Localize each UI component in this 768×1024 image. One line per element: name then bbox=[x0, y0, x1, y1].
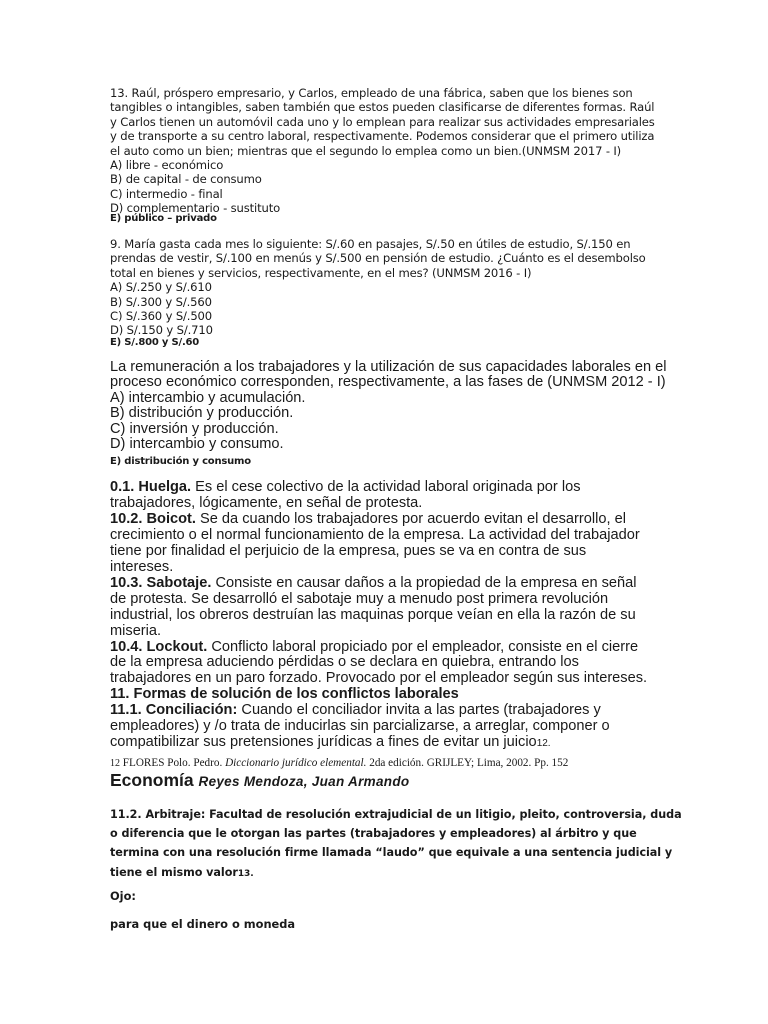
definition-text-line: o diferencia que le otorgan las partes (trabajadores y empleadores) al árbitro y que bbox=[110, 827, 637, 841]
dinero-line: para que el dinero o moneda bbox=[110, 917, 296, 931]
option-a: A) libre - económico bbox=[110, 158, 224, 173]
definition-sabotaje bbox=[110, 576, 660, 592]
term-title: 10.4. Lockout. bbox=[110, 638, 208, 655]
question-text-line: el auto como un bien; mientras que el segundo lo emplea como un bien.(UNMSM 2017 - I) bbox=[110, 143, 622, 158]
footnote-ref: 12. bbox=[536, 738, 551, 750]
definition-text-line: crecimiento o el normal funcionamiento de la empresa. La actividad del trabajador bbox=[110, 526, 640, 543]
definition-text-line: trabajadores, lógicamente, en señal de protesta. bbox=[110, 494, 423, 511]
definitions-section bbox=[110, 480, 660, 752]
term-title: 10.2. Boicot. bbox=[110, 510, 196, 527]
question-text-line: y Carlos tienen un automóvil cada uno y lo emplean para realizar sus actividades empresariales bbox=[110, 114, 655, 129]
term-title: 10.3. Sabotaje. bbox=[110, 574, 212, 591]
question-text-line: y de transporte a su centro laboral, respectivamente. Podemos considerar que el primero utiliza bbox=[110, 129, 655, 144]
option-a: A) S/.250 y S/.610 bbox=[110, 280, 212, 295]
definition-text-line: miseria. bbox=[110, 622, 162, 639]
definition-text-line: industrial, los obreros destruían las maquinas porque veían en ella la razón de su bbox=[110, 606, 636, 623]
answer-remuneracion: E) distribución y consumo bbox=[110, 456, 251, 467]
definition-text-line: tiene el mismo valor13. bbox=[110, 865, 254, 879]
option-c: C) S/.360 y S/.500 bbox=[110, 309, 212, 324]
option-d: D) intercambio y consumo. bbox=[110, 436, 284, 453]
option-b: B) de capital - de consumo bbox=[110, 172, 262, 187]
definition-text-line: empleadores) y /o trata de inducirlas sin parcializarse, a arreglar, componer o bbox=[110, 718, 610, 735]
footnote-mark: 12 bbox=[110, 758, 120, 769]
option-c: C) intermedio - final bbox=[110, 186, 223, 201]
definition-text: Conflicto laboral propiciado por el empleador, consiste en el cierre bbox=[207, 638, 639, 655]
section-heading: 11. Formas de solución de los conflictos laborales bbox=[110, 686, 459, 703]
definition-text-line: de la empresa aduciendo pérdidas o se declara en quiebra, entrando los bbox=[110, 654, 579, 671]
definition-text: Cuando el conciliador invita a las partes (trabajadores y bbox=[237, 702, 601, 719]
definition-conciliacion bbox=[110, 703, 660, 719]
question-text-line: 13. Raúl, próspero empresario, y Carlos, empleado de una fábrica, saben que los bienes son bbox=[110, 86, 633, 100]
definition-text-line: compatibilizar sus pretensiones jurídicas a fines de evitar un juicio12. bbox=[110, 734, 551, 751]
footnote-text: 2da edición. GRIJLEY; Lima, 2002. Pp. 152 bbox=[366, 757, 569, 769]
option-b: B) distribución y producción. bbox=[110, 405, 294, 422]
footnote-text: FLORES Polo. Pedro. bbox=[120, 757, 226, 769]
question-text-line: tangibles o intangibles, saben también que estos pueden clasificarse de diferentes formas. Raúl bbox=[110, 100, 655, 115]
question-remuneracion bbox=[110, 359, 667, 453]
answer-9: E) S/.800 y S/.60 bbox=[110, 337, 200, 348]
definition-text-line: termina con una resolución firme llamada “laudo” que equivale a una sentencia judicial y bbox=[110, 846, 673, 860]
question-text-line: total en bienes y servicios, respectivamente, en el mes? (UNMSM 2016 - I) bbox=[110, 265, 532, 280]
book-author: Reyes Mendoza, Juan Armando bbox=[198, 774, 410, 789]
answer-13: E) público – privado bbox=[110, 213, 217, 224]
question-text-line: La remuneración a los trabajadores y la utilización de sus capacidades laborales en el bbox=[110, 359, 667, 375]
definition-lockout bbox=[110, 640, 660, 656]
footnote-ref: 13. bbox=[237, 868, 254, 879]
option-a: A) intercambio y acumulación. bbox=[110, 389, 306, 406]
definition-arbitraje bbox=[110, 805, 682, 884]
option-c: C) inversión y producción. bbox=[110, 420, 279, 437]
question-text-line: 9. María gasta cada mes lo siguiente: S/.60 en pasajes, S/.50 en útiles de estudio, S/.150 en bbox=[110, 237, 631, 251]
option-d: D) complementario - sustituto bbox=[110, 201, 281, 216]
definition-text-line: trabajadores en un paro forzado. Provocado por el empleador según sus intereses. bbox=[110, 670, 648, 687]
question-13 bbox=[110, 86, 660, 216]
book-heading bbox=[110, 769, 660, 793]
book-title: Economía bbox=[110, 770, 194, 790]
option-b: B) S/.300 y S/.560 bbox=[110, 294, 212, 309]
definition-text-line: 11.2. Arbitraje: Facultad de resolución extrajudicial de un litigio, pleito, controversia, duda bbox=[110, 808, 682, 821]
term-title: 0.1. Huelga. bbox=[110, 479, 192, 495]
term-title: 11.1. Conciliación: bbox=[110, 702, 238, 719]
definition-text-line: intereses. bbox=[110, 558, 174, 575]
option-d: D) S/.150 y S/.710 bbox=[110, 323, 213, 338]
definition-text-line: de protesta. Se desarrolló el sabotaje muy a menudo post primera revolución bbox=[110, 590, 609, 607]
definition-boicot bbox=[110, 512, 660, 528]
definition-huelga bbox=[110, 480, 660, 496]
question-9 bbox=[110, 237, 660, 338]
definition-text: Es el cese colectivo de la actividad laboral originada por los bbox=[191, 479, 581, 495]
question-text-line: prendas de vestir, S/.100 en menús y S/.500 en pensión de estudio. ¿Cuánto es el desembolso bbox=[110, 251, 646, 266]
question-text-line: proceso económico corresponden, respectivamente, a las fases de (UNMSM 2012 - I) bbox=[110, 374, 666, 391]
footnote-book-title: Diccionario jurídico elemental. bbox=[225, 757, 367, 769]
definition-text-line: tiene por finalidad el perjuicio de la empresa, pues se va en contra de sus bbox=[110, 542, 587, 559]
definition-text: Se da cuando los trabajadores por acuerdo evitan el desarrollo, el bbox=[195, 510, 626, 527]
ojo-label: Ojo: bbox=[110, 889, 136, 903]
definition-text: Consiste en causar daños a la propiedad de la empresa en señal bbox=[211, 574, 637, 591]
